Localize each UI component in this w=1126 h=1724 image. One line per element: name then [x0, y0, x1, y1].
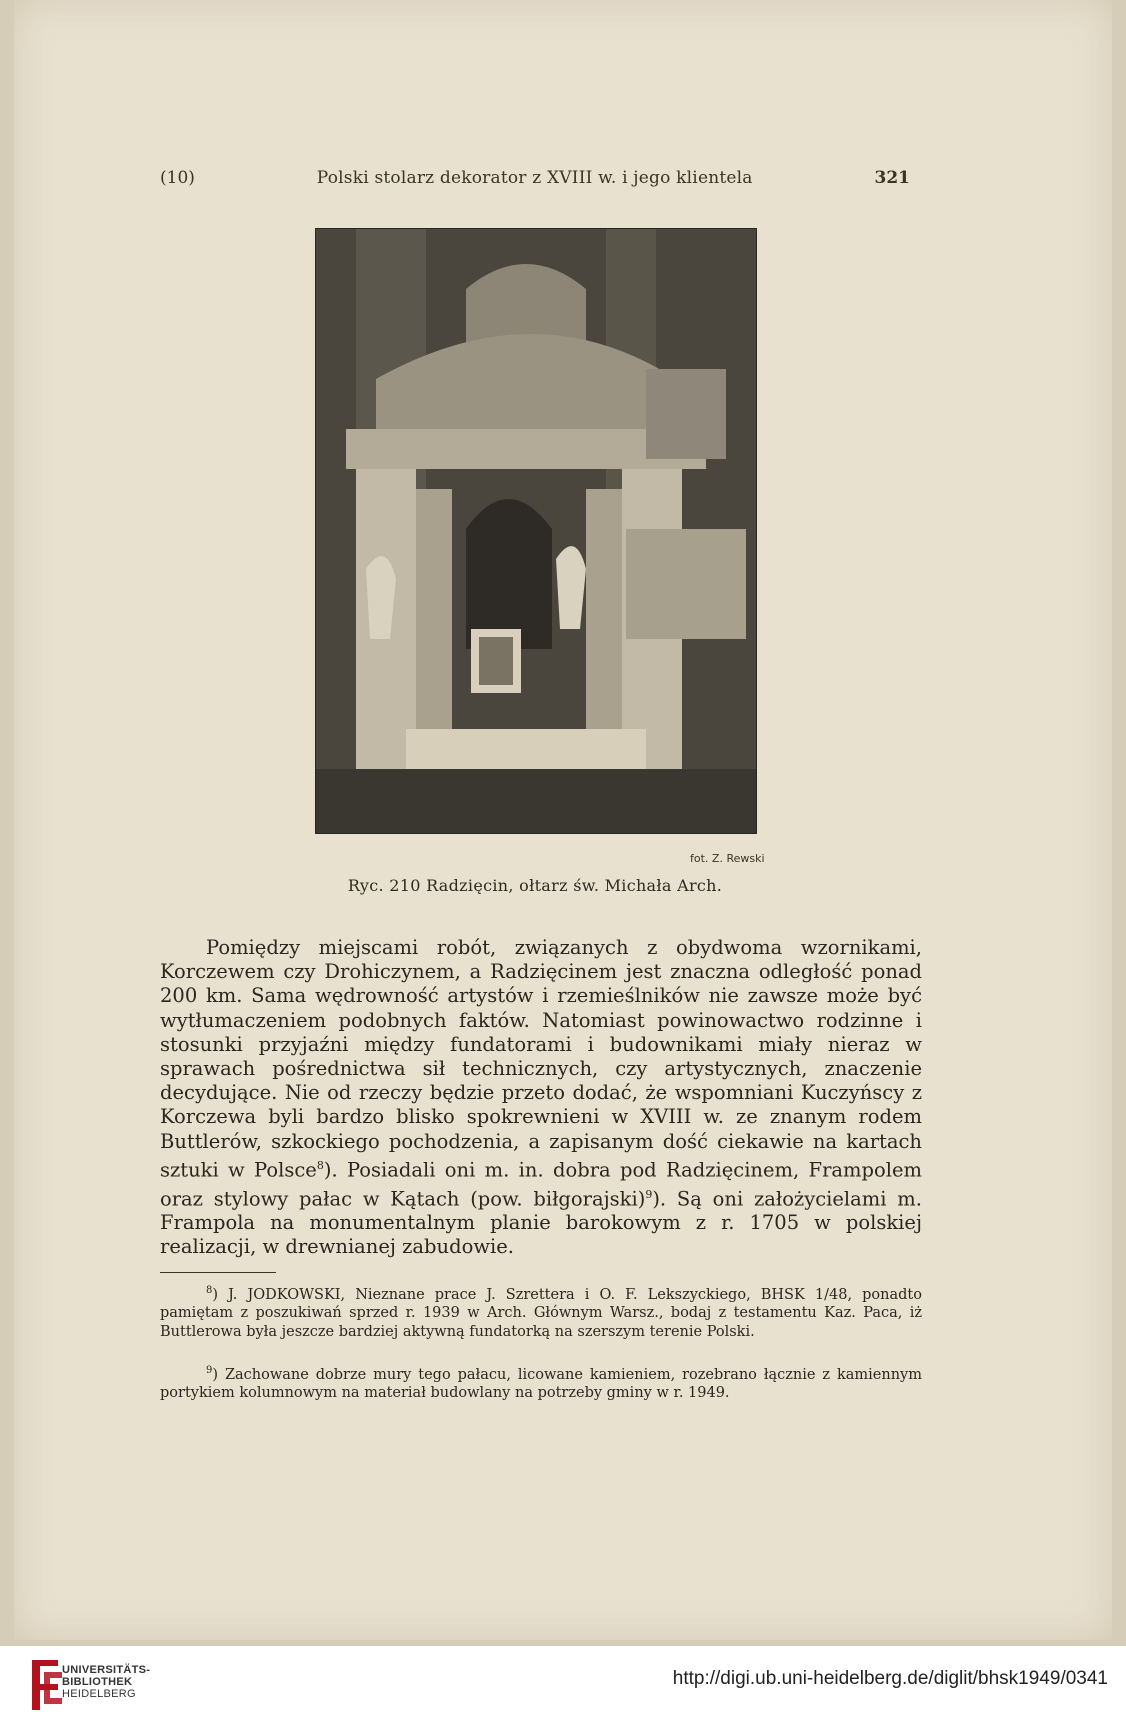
- viewer-footer: [0, 1646, 1126, 1724]
- footnote-8-mark: 8: [206, 1285, 213, 1296]
- section-number: (10): [160, 168, 195, 188]
- footnote-ref-9[interactable]: 9: [645, 1187, 653, 1201]
- figure-caption: Ryc. 210 Radzięcin, ołtarz św. Michała Arch.: [347, 876, 723, 895]
- page-number: 321: [874, 168, 910, 188]
- permalink-url[interactable]: http://digi.ub.uni-heidelberg.de/diglit/bhsk1949/0341: [672, 1668, 1108, 1689]
- library-name-line-2: BIBLIOTHEK: [62, 1676, 133, 1688]
- running-title: Polski stolarz dekorator z XVIII w. i jego klientela: [316, 168, 753, 188]
- footnote-9-mark: 9: [206, 1365, 213, 1376]
- footnote-divider: [160, 1272, 276, 1273]
- running-head: [160, 168, 910, 188]
- paragraph-part-c: ). Są oni założycielami m. Frampola na monumentalnym planie barokowym z r. 1705 w polskiej realizacji, w drewnianej zabudowie.: [160, 1187, 922, 1259]
- footnote-9: [160, 1362, 922, 1403]
- footnote-8: [160, 1282, 922, 1342]
- altar-photograph: [315, 228, 757, 834]
- footnote-9-text: ) Zachowane dobrze mury tego pałacu, licowane kamieniem, rozebrano łącznie z kamiennym portykiem kolumnowym na materiał budowlany na potrzeby gminy w r. 1949.: [160, 1366, 922, 1402]
- footnote-8-text: ) J. JODKOWSKI, Nieznane prace J. Szrettera i O. F. Lekszyckiego, BHSK 1/48, ponadto pamiętam z poszukiwań sprzed r. 1939 w Arch. Głównym Warsz., bodaj z testamentu Kaz. Paca, iż Buttlerowa była jeszcze bardziej aktywną fundatorką na szerszym terenie Polski.: [160, 1286, 922, 1341]
- library-name-line-3: HEIDELBERG: [62, 1688, 136, 1700]
- library-name: [62, 1664, 150, 1700]
- library-name-line-1: UNIVERSITÄTS-: [62, 1664, 151, 1676]
- paragraph-part-a: Pomiędzy miejscami robót, związanych z obydwoma wzornikami, Korczewem czy Drohiczynem, a Radzięcinem jest znaczna odległość ponad 200 km. Sama wędrowność artystów i rzemieślników nie zawsze może być wytłumaczeniem podobnych faktów. Natomiast powinowactwo rodzinne i stosunki przyjaźni między fundatorami i budownikami miały nieraz w sprawach pośrednictwa sił technicznych, czy artystycznych, znaczenie decydujące. Nie od rzeczy będzie przeto dodać, że wspomniani Kuczyńscy z Korczewa byli bardzo blisko spokrewnieni w XVIII w. ze znanym rodem Buttlerów, szkockiego pochodzenia, a zapisanym dość ciekawie na kartach sztuki w Polsce: [160, 936, 922, 1182]
- photo-credit: fot. Z. Rewski: [690, 852, 765, 865]
- altar-illustration: [316, 229, 756, 833]
- footnote-ref-8[interactable]: 8: [316, 1158, 324, 1172]
- paragraph-part-b: ). Posiadali oni m. in. dobra pod Radzięcinem, Frampolem oraz stylowy pałac w Kątach (pow. biłgorajski): [160, 1158, 923, 1211]
- body-paragraph: [160, 936, 922, 1260]
